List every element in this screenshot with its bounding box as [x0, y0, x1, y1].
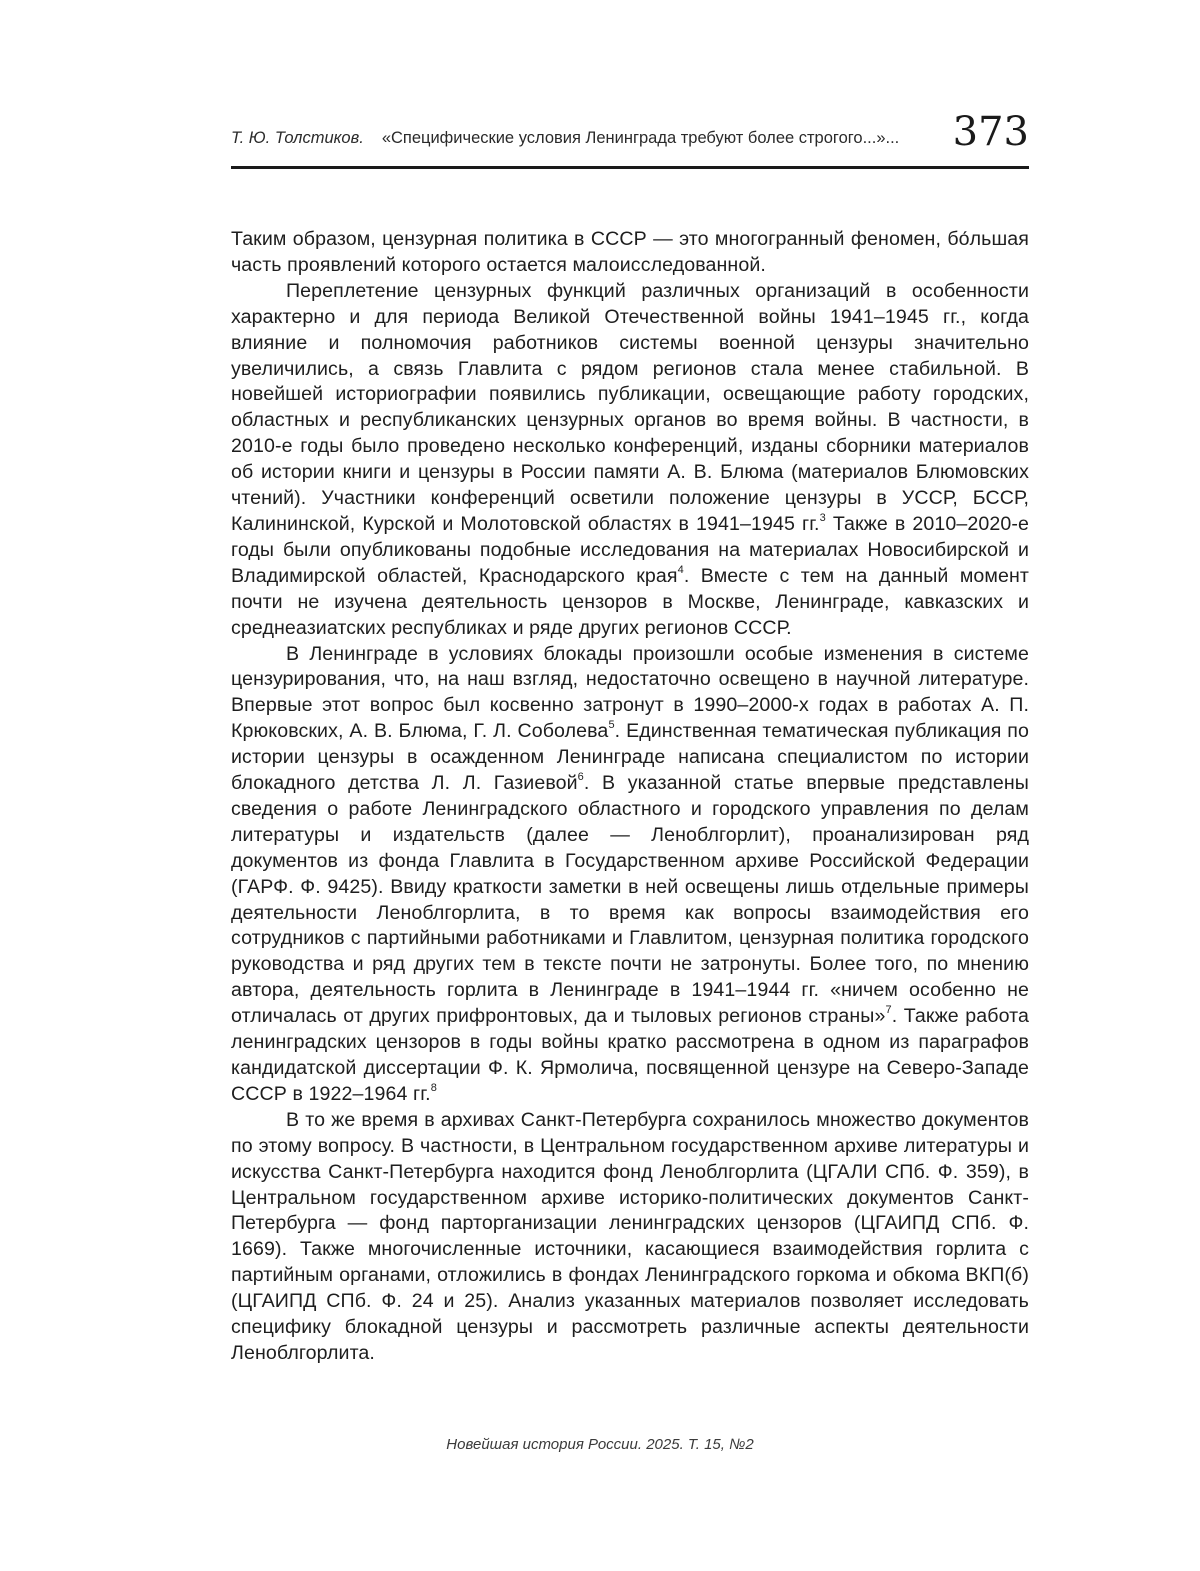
paragraph-text: В Ленинграде в условиях блокады произошли особые изменения в системе цензурирования, что, на наш взгляд, недостаточно освещено в научной литературе. Впервые этот вопрос был косвенно затронут в 1990–2000-х годах в работах А. П. Крюковских, А. В. Блюма, Г. Л. Соболева	[231, 642, 1029, 743]
footnote-marker: 8	[430, 1081, 437, 1094]
footnote-marker: 5	[608, 719, 615, 732]
footnote-marker: 3	[819, 511, 826, 524]
running-head-author: Т. Ю. Толстиков.	[231, 129, 364, 147]
paragraph-text: В то же время в архивах Санкт-Петербурга сохранилось множество документов по этому вопросу. В частности, в Центральном государственном архиве литературы и искусства Санкт-Петербурга находится фонд Леноблгорлита (ЦГАЛИ СПб. Ф. 359), в Центральном государственном архиве историко-политических документов Санкт-Петербурга — фонд парторганизации ленинградских цензоров (ЦГАИПД СПб. Ф. 1669). Также многочисленные источники, касающиеся взаимодействия горлита с партийным органами, отложились в фондах Ленинградского горкома и обкома ВКП(б) (ЦГАИПД СПб. Ф. 24 и 25). Анализ указанных материалов позволяет исследовать специфику блокадной цензуры и рассмотреть различные аспекты деятельности Леноблгорлита.	[231, 1108, 1029, 1364]
running-head-text	[231, 129, 899, 148]
paragraph-text: Переплетение цензурных функций различных организаций в особенности характерно и для периода Великой Отечественной войны 1941–1945 гг., когда влияние и полномочия работников системы военной цензуры значительно увеличились, а связь Главлита с рядом регионов стала менее стабильной. В новейшей историографии появились публикации, освещающие работу городских, областных и республиканских цензурных органов во время войны. В частности, в 2010-е годы было проведено несколько конференций, изданы сборники материалов об истории книги и цензуры в России памяти А. В. Блюма (материалов Блюмовских чтений). Участники конференций осветили положение цензуры в УССР, БССР, Калининской, Курской и Молотовской областях в 1941–1945 гг.	[231, 279, 1029, 535]
paragraph-text: . Единственная тематическая публикация по истории цензуры в осажденном Ленинграде написана специалистом по истории блокадного детства Л. Л. Газиевой	[231, 720, 1029, 795]
running-head	[231, 108, 1029, 158]
paragraph-text: Таким образом, цензурная политика в СССР — это многогранный феномен, бо́льшая часть проявлений которого остается малоисследованной.	[231, 228, 1029, 276]
paragraph-text: . Также работа ленинградских цензоров в годы войны кратко рассмотрена в одном из параграфов кандидатской диссертации Ф. К. Ярмолича, посвященной цензуре на Северо-Западе СССР в 1922–1964 гг.	[231, 1005, 1029, 1105]
journal-footer: Новейшая история России. 2025. Т. 15, №2	[446, 1436, 754, 1453]
paragraph	[231, 227, 1029, 279]
footnote-marker: 7	[885, 1004, 892, 1017]
page-number: 373	[952, 109, 1029, 155]
footnote-marker: 4	[677, 563, 684, 576]
paragraph-text: Также в 2010–2020-е годы были опубликованы подобные исследования на материалах Новосибирской и Владимирской областей, Краснодарского края	[231, 512, 1029, 587]
paragraph	[231, 279, 1029, 642]
running-head-title: «Специфические условия Ленинграда требуют более строгого...»...	[381, 129, 900, 147]
footnote-marker: 6	[577, 771, 584, 784]
paragraph-text: . В указанной статье впервые представлены сведения о работе Ленинградского областного и городского управления по делам литературы и издательств (далее — Леноблгорлит), проанализирован ряд документов из фонда Главлита в Государственном архиве Российской Федерации (ГАРФ. Ф. 9425). Ввиду краткости заметки в ней освещены лишь отдельные примеры деятельности Леноблгорлита, в то время как вопросы взаимодействия его сотрудников с партийными работниками и Главлитом, цензурная политика городского руководства и ряд других тем в тексте почти не затронуты. Более того, по мнению автора, деятельность горлита в Ленинграде в 1941–1944 гг. «ничем особенно не отличалась от других прифронтовых, да и тыловых регионов страны»	[231, 772, 1029, 1028]
paragraph	[231, 1108, 1029, 1367]
header-rule	[231, 166, 1029, 169]
paragraph-text: . Вместе с тем на данный момент почти не изучена деятельность цензоров в Москве, Ленинграде, кавказских и среднеазиатских республиках и ряде других регионов СССР.	[231, 564, 1029, 639]
article-body	[231, 227, 1029, 1367]
paragraph	[231, 642, 1029, 1108]
